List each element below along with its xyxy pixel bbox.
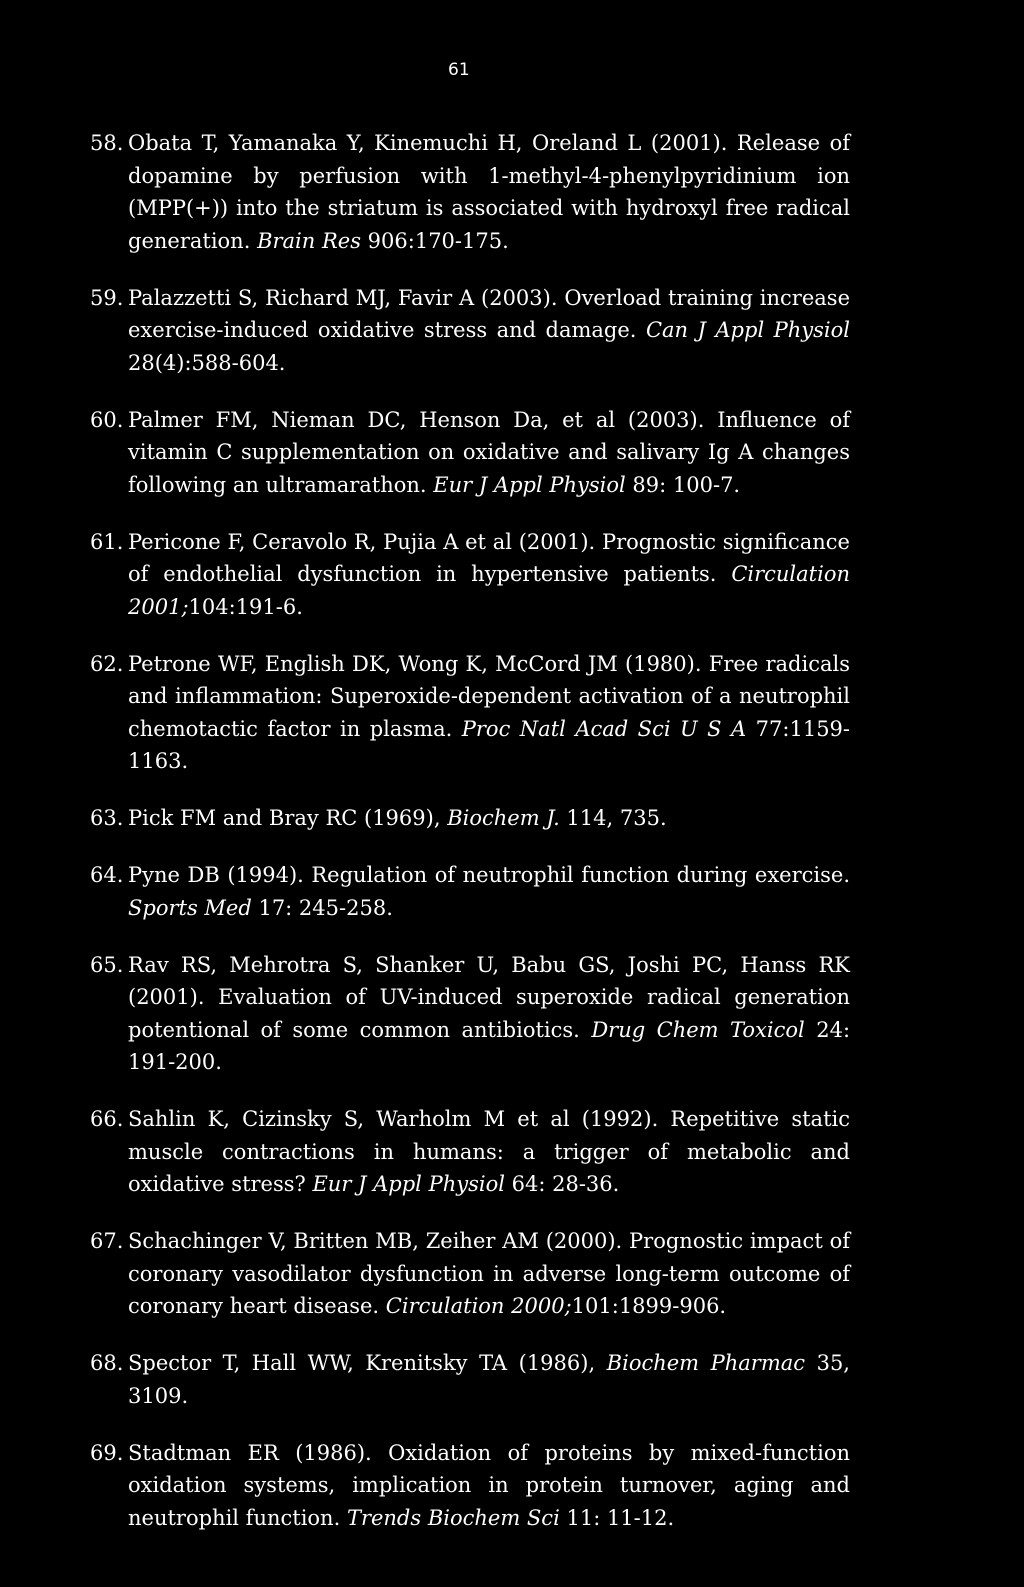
reference-journal: Biochem J. — [447, 806, 560, 830]
reference-number: 64. — [90, 863, 124, 887]
reference-citation: 24: 191-200. — [128, 1017, 851, 1074]
reference-text: Rav RS, Mehrotra S, Shanker U, Babu GS, Joshi PC, Hanss RK (2001). Evaluation of UV-induced superoxide radical generation potentional of some common antibiotics. — [128, 952, 850, 1042]
reference-number: 65. — [90, 952, 124, 977]
reference-citation: 35, 3109. — [128, 1351, 850, 1408]
reference-journal: Sports Med — [128, 895, 252, 920]
reference-journal: Brain Res — [257, 228, 361, 253]
reference-number: 66. — [90, 1107, 124, 1131]
reference-number: 62. — [90, 651, 124, 676]
reference-citation: 89: 100-7. — [625, 472, 741, 497]
reference-text: Sahlin K, Cizinsky S, Warholm M et al (1992). Repetitive static muscle contractions in humans: a trigger of metabolic and oxidative stress? — [128, 1107, 850, 1196]
reference-text: Palazzetti S, Richard MJ, Favir A (2003). Overload training increase exercise-induced oxidative stress and damage. — [128, 285, 850, 342]
reference-number: 58. — [90, 131, 124, 155]
reference-journal: Circulation 2001; — [128, 562, 850, 619]
reference-item — [90, 859, 850, 924]
reference-item — [90, 404, 850, 502]
reference-list — [90, 127, 850, 1559]
reference-number: 59. — [90, 285, 124, 310]
reference-journal: Biochem Pharmac — [606, 1351, 806, 1375]
reference-item — [90, 949, 850, 1079]
reference-number: 68. — [90, 1351, 124, 1375]
reference-citation: 28(4):588-604. — [128, 350, 286, 375]
reference-item — [90, 1103, 850, 1201]
reference-item — [90, 802, 850, 835]
reference-journal: Circulation 2000; — [385, 1294, 572, 1318]
reference-citation: 906:170-175. — [361, 228, 509, 253]
reference-journal: Can J Appl Physiol — [645, 318, 850, 342]
reference-citation: 104:191-6. — [188, 594, 303, 619]
reference-journal: Proc Natl Acad Sci U S A — [461, 716, 747, 741]
reference-item — [90, 1347, 850, 1412]
reference-citation: 64: 28-36. — [504, 1172, 620, 1196]
reference-item — [90, 282, 850, 380]
reference-journal: Eur J Appl Physiol — [312, 1172, 505, 1196]
reference-text: Palmer FM, Nieman DC, Henson Da, et al (2003). Influence of vitamin C supplementation on oxidative and salivary Ig A changes following an ultramarathon. — [128, 407, 850, 497]
reference-item — [90, 648, 850, 778]
reference-item — [90, 526, 850, 624]
reference-journal: Trends Biochem Sci — [346, 1505, 560, 1530]
reference-text: Pick FM and Bray RC (1969), — [128, 806, 448, 830]
reference-journal: Eur J Appl Physiol — [433, 472, 626, 497]
reference-number: 61. — [90, 529, 124, 554]
reference-text: Petrone WF, English DK, Wong K, McCord JM (1980). Free radicals and inflammation: Superoxide-dependent activation of a neutrophil chemotactic factor in plasma. — [128, 651, 850, 741]
reference-number: 67. — [90, 1229, 124, 1253]
reference-citation: 114, 735. — [559, 806, 667, 830]
reference-item — [90, 127, 850, 257]
reference-number: 69. — [90, 1440, 124, 1465]
reference-text: Obata T, Yamanaka Y, Kinemuchi H, Oreland L (2001). Release of dopamine by perfusion with 1-methyl-4-phenylpyridinium ion (MPP(+)) into the striatum is associated with hydroxyl free radical generation. — [128, 131, 850, 253]
reference-text: Spector T, Hall WW, Krenitsky TA (1986), — [128, 1351, 607, 1375]
reference-text: Stadtman ER (1986). Oxidation of proteins by mixed-function oxidation systems, implication in protein turnover, aging and neutrophil function. — [128, 1440, 850, 1530]
reference-text: Pericone F, Ceravolo R, Pujia A et al (2001). Prognostic significance of endothelial dysfunction in hypertensive patients. — [128, 529, 850, 586]
reference-text: Pyne DB (1994). Regulation of neutrophil function during exercise. — [128, 863, 850, 887]
reference-number: 60. — [90, 407, 124, 432]
reference-citation: 17: 245-258. — [251, 895, 393, 920]
reference-journal: Drug Chem Toxicol — [591, 1017, 805, 1042]
page-number: 61 — [448, 60, 470, 80]
reference-citation: 77:1159-1163. — [128, 716, 851, 773]
reference-item — [90, 1437, 850, 1535]
reference-text: Schachinger V, Britten MB, Zeiher AM (2000). Prognostic impact of coronary vasodilator dysfunction in adverse long-term outcome of coronary heart disease. — [128, 1229, 850, 1318]
reference-item — [90, 1225, 850, 1323]
reference-citation: 101:1899-906. — [571, 1294, 727, 1318]
reference-number: 63. — [90, 806, 124, 830]
reference-citation: 11: 11-12. — [559, 1505, 675, 1530]
